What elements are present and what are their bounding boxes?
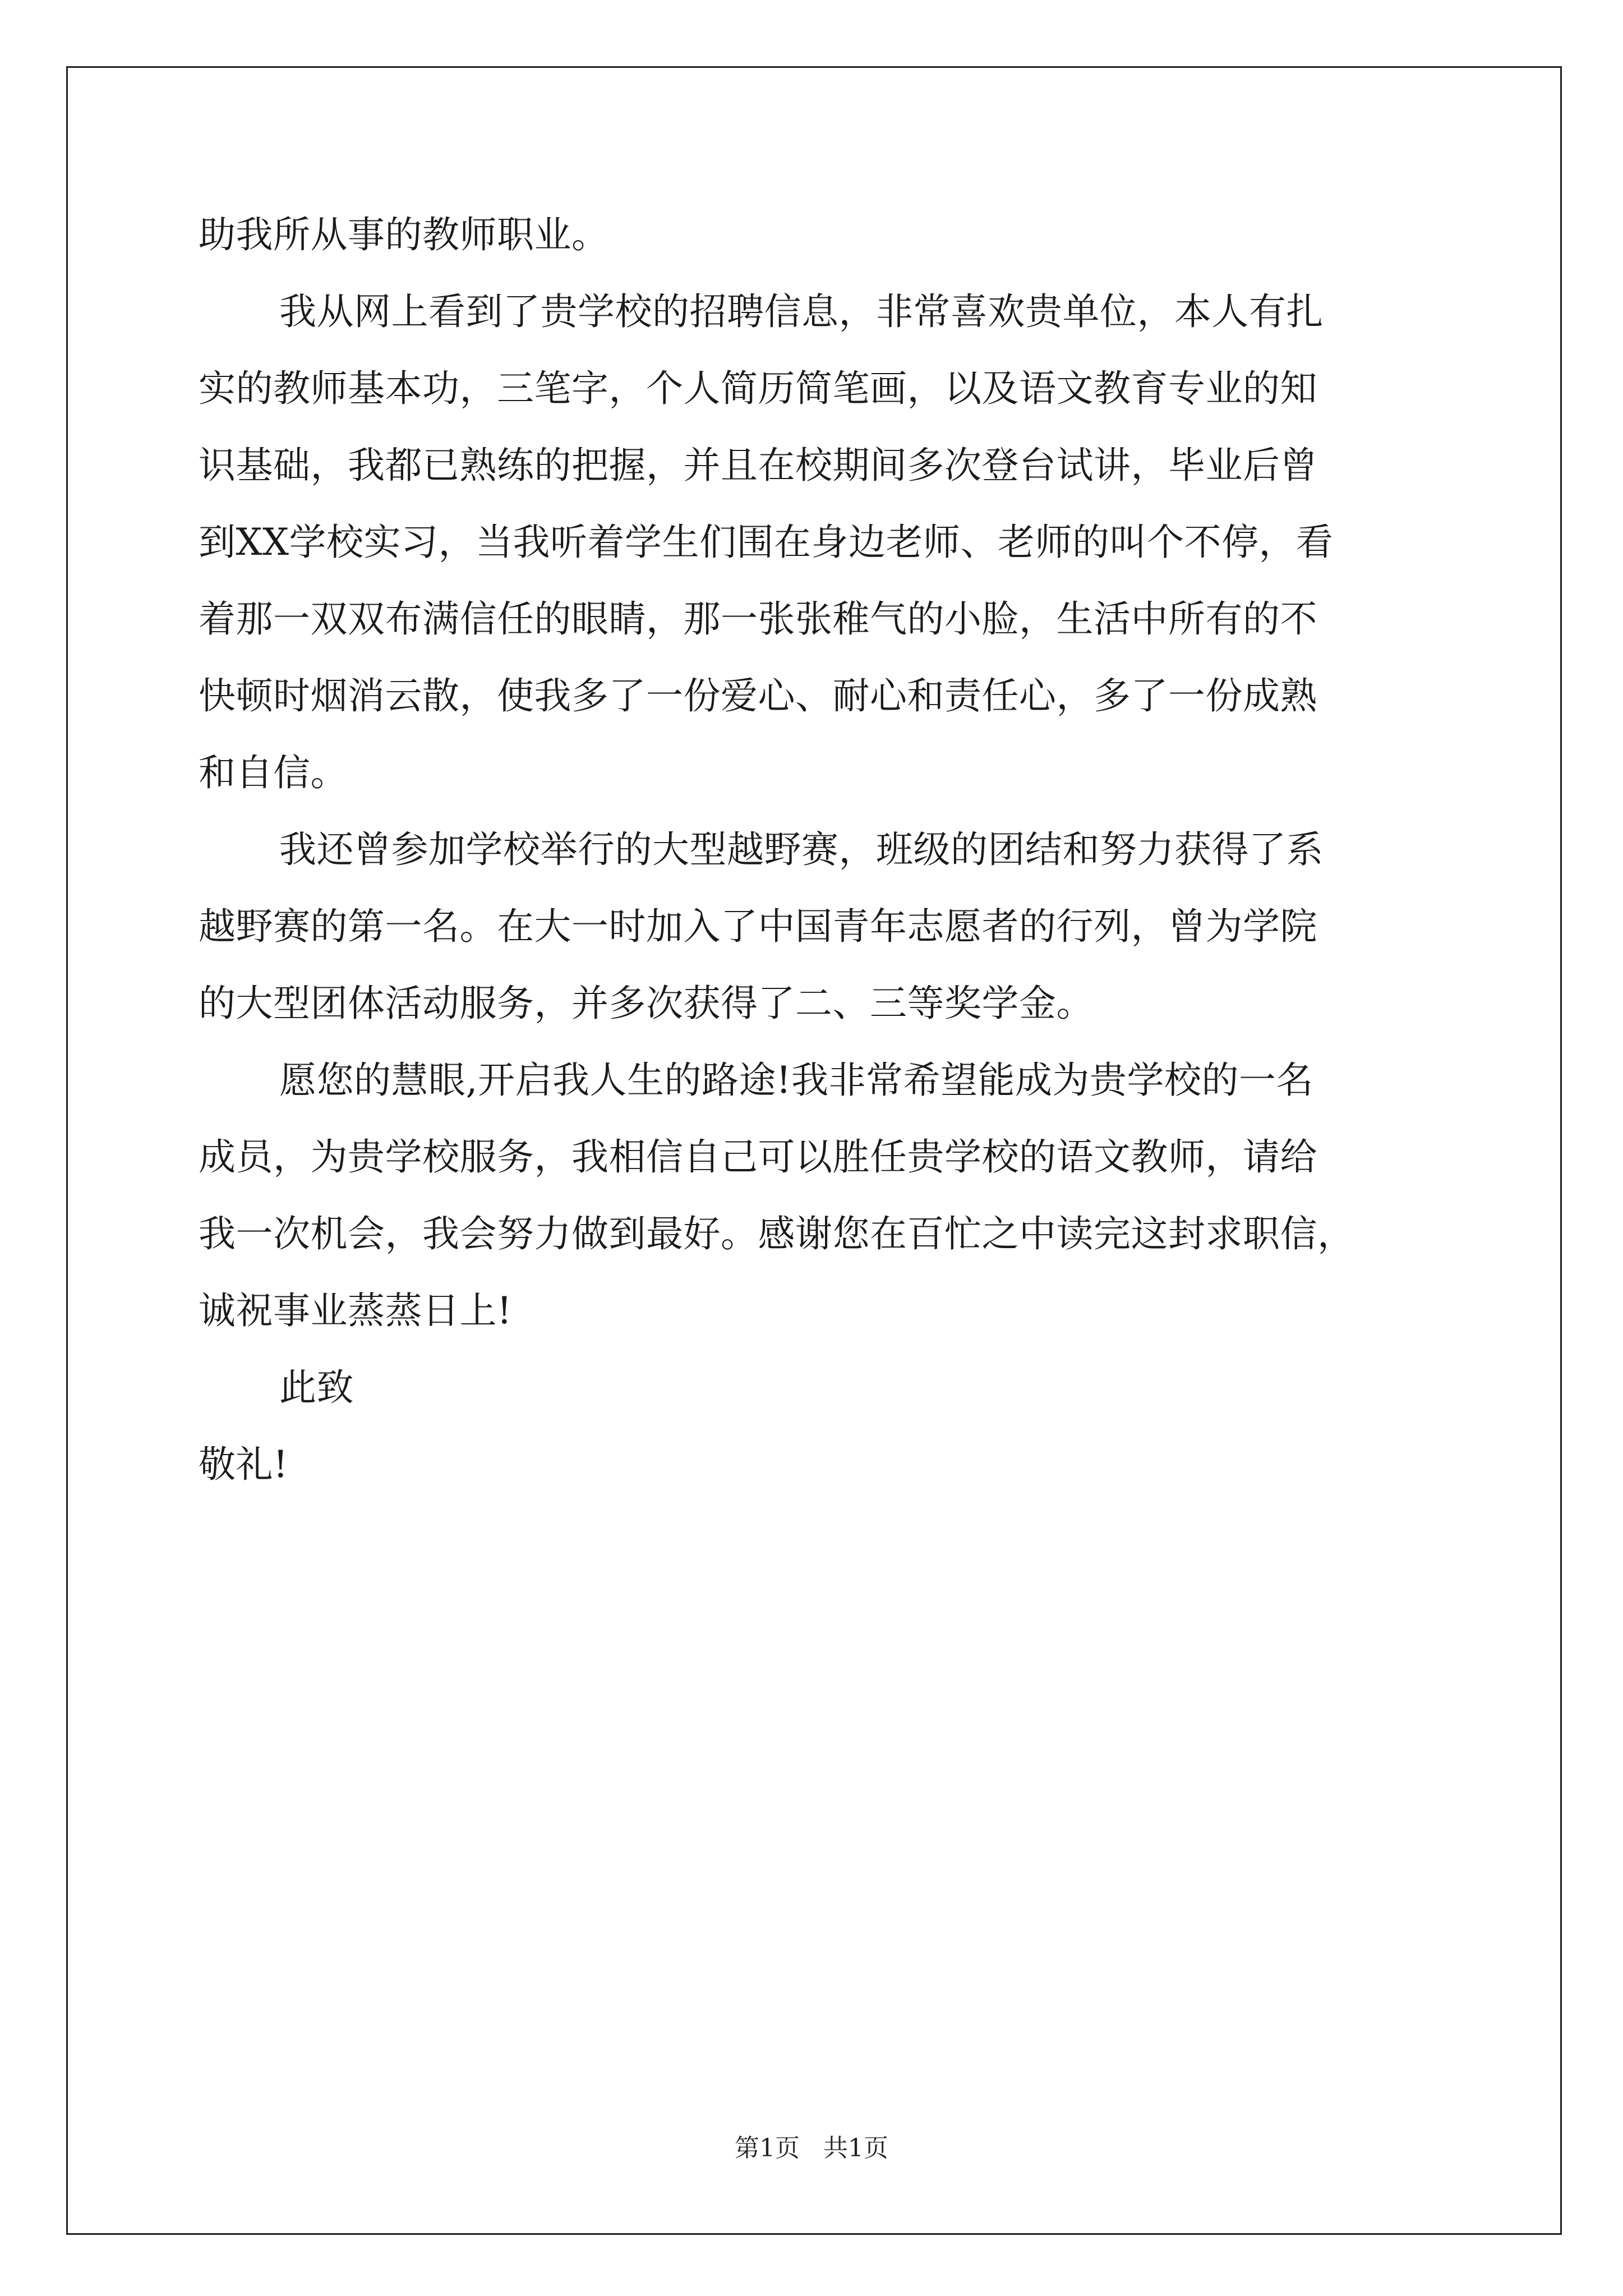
paragraph-start-line: 我还曾参加学校举行的大型越野赛，班级的团结和努力获得了系	[279, 828, 1324, 871]
paragraph-start-line: 愿您的慧眼,开启我人生的路途!我非常希望能成为贵学校的一名	[279, 1059, 1314, 1102]
paragraph-start-line: 我从网上看到了贵学校的招聘信息，非常喜欢贵单位，本人有扎	[279, 290, 1324, 333]
text-line: 成员，为贵学校服务，我相信自己可以胜任贵学校的语文教师，请给	[199, 1135, 1317, 1179]
text-line: 诚祝事业蒸蒸日上!	[199, 1289, 513, 1332]
page-number-footer: 第1页 共1页	[735, 2134, 888, 2162]
text-line: 实的教师基本功，三笔字，个人简历简笔画，以及语文教育专业的知	[199, 367, 1317, 410]
text-line: 我一次机会，我会努力做到最好。感谢您在百忙之中读完这封求职信，	[199, 1212, 1355, 1255]
text-line: 越野赛的第一名。在大一时加入了中国青年志愿者的行列，曾为学院	[199, 905, 1317, 948]
text-line: 到XX学校实习，当我听着学生们围在身边老师、老师的叫个不停，看	[199, 521, 1334, 564]
text-line: 助我所从事的教师职业。	[199, 213, 609, 256]
letter-body	[199, 196, 1455, 1503]
closing-salutation: 此致	[279, 1366, 354, 1409]
closing-regards: 敬礼!	[199, 1443, 289, 1486]
text-line: 和自信。	[199, 751, 348, 794]
text-line: 识基础，我都已熟练的把握，并且在校期间多次登台试讲，毕业后曾	[199, 444, 1317, 487]
text-line: 快顿时烟消云散，使我多了一份爱心、耐心和责任心，多了一份成熟	[199, 674, 1317, 717]
text-line: 的大型团体活动服务，并多次获得了二、三等奖学金。	[199, 982, 1094, 1025]
text-line: 着那一双双布满信任的眼睛，那一张张稚气的小脸，生活中所有的不	[199, 597, 1317, 641]
